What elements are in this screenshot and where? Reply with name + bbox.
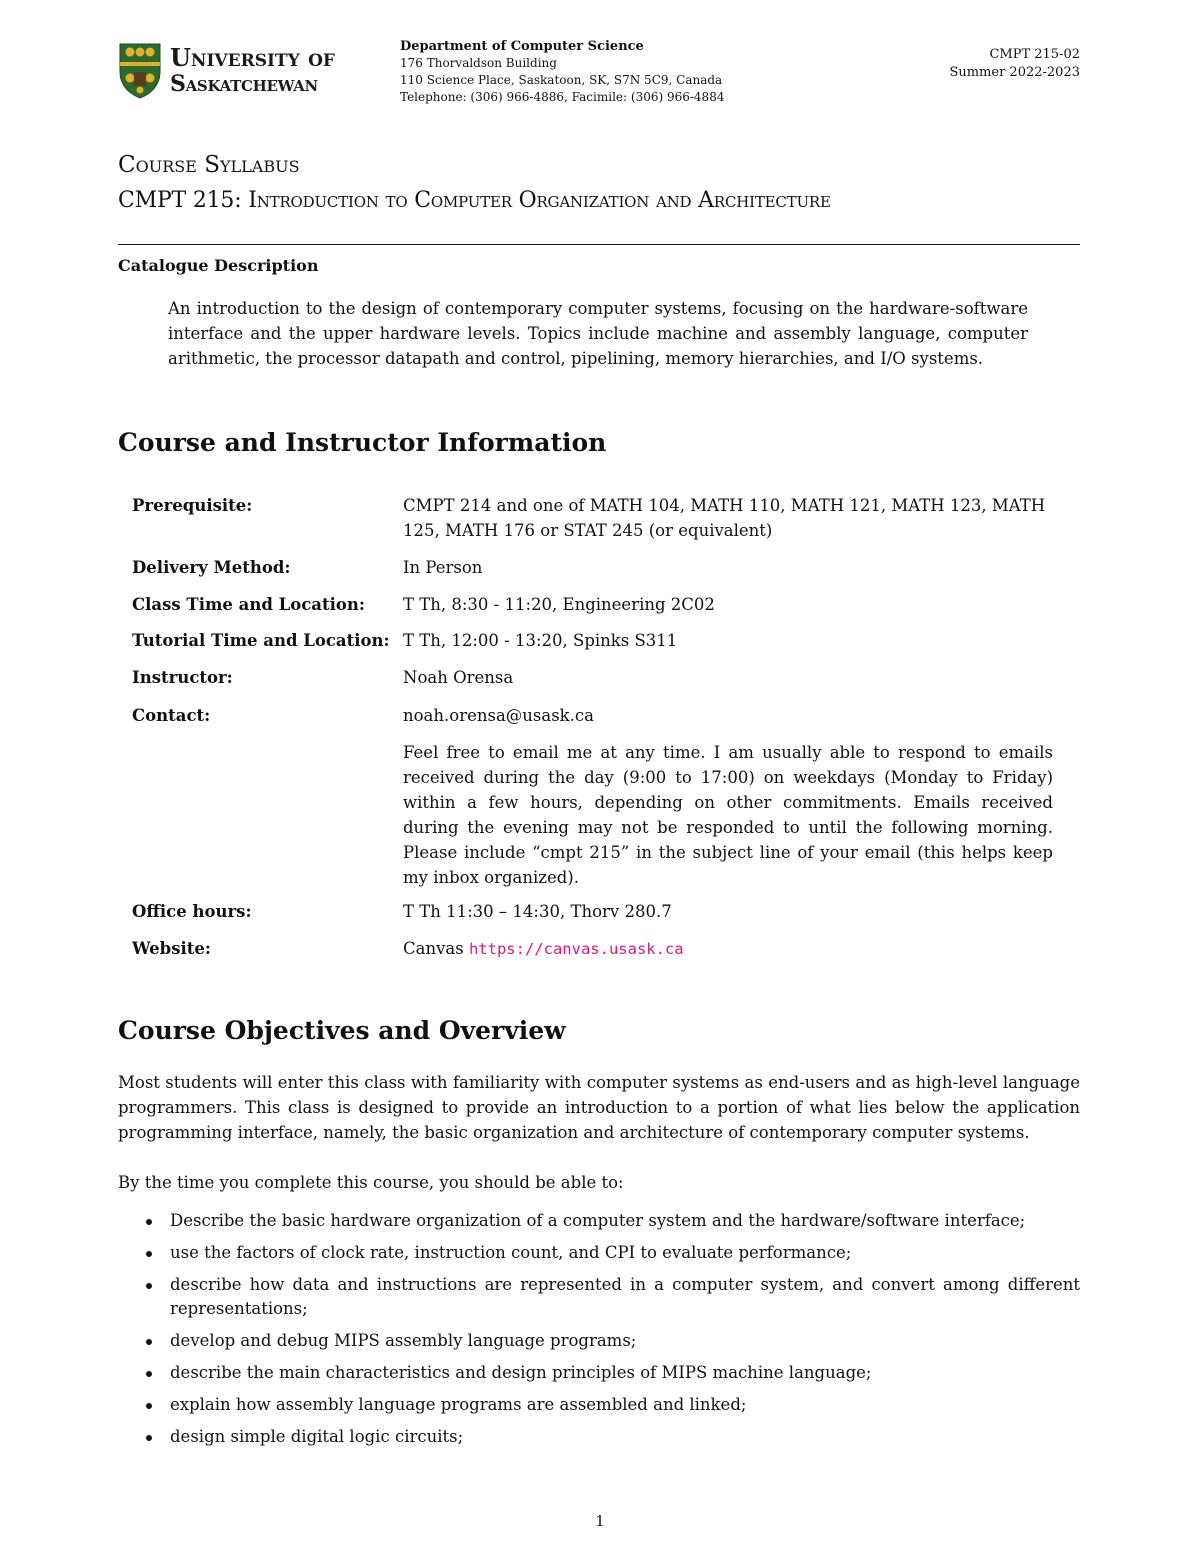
list-item-text: Describe the basic hardware organization of a computer system and the hardware/software interface; xyxy=(170,1211,1026,1230)
info-label: Instructor: xyxy=(132,668,233,687)
list-item-text: develop and debug MIPS assembly language programs; xyxy=(170,1331,637,1350)
contact-email-link[interactable]: noah.orensa@usask.ca xyxy=(403,706,595,725)
syllabus-title: Course Syllabus xyxy=(118,152,300,178)
list-item xyxy=(146,1393,1080,1417)
bullet-icon xyxy=(146,1371,152,1377)
list-item xyxy=(146,1209,1080,1233)
objectives-list xyxy=(146,1209,1080,1457)
objectives-heading: Course Objectives and Overview xyxy=(118,1016,566,1045)
list-item xyxy=(146,1425,1080,1449)
university-wordmark xyxy=(170,44,335,98)
list-item-text: explain how assembly language programs are assembled and linked; xyxy=(170,1395,747,1414)
catalogue-heading: Catalogue Description xyxy=(118,256,319,275)
info-label: Class Time and Location: xyxy=(132,595,365,614)
info-value xyxy=(403,936,1053,962)
info-label: Tutorial Time and Location: xyxy=(132,631,390,650)
list-item-text: describe the main characteristics and design principles of MIPS machine language; xyxy=(170,1363,872,1382)
list-item-text: describe how data and instructions are represented in a computer system, and convert among different representations; xyxy=(170,1275,1080,1318)
info-label: Delivery Method: xyxy=(132,558,291,577)
contact-note: Feel free to email me at any time. I am usually able to respond to emails received during the day (9:00 to 17:00) on weekdays (Monday to Friday) within a few hours, depending on other commitments. Emails received during the evening may not be responded to until the following morning. Please include “cmpt 215” in the subject line of your email (this helps keep my inbox organized). xyxy=(403,743,1053,887)
list-item xyxy=(146,1361,1080,1385)
university-shield-icon xyxy=(118,42,162,100)
term: Summer 2022-2023 xyxy=(949,65,1080,80)
course-section: CMPT 215-02 xyxy=(989,47,1080,62)
department-address-block xyxy=(400,38,724,106)
info-label: Website: xyxy=(132,939,211,958)
bullet-icon xyxy=(146,1339,152,1345)
university-wordmark-line1: University of xyxy=(170,43,335,72)
info-label: Contact: xyxy=(132,706,211,725)
bullet-icon xyxy=(146,1219,152,1225)
list-item xyxy=(146,1273,1080,1321)
address-line-2: 110 Science Place, Saskatoon, SK, S7N 5C9, Canada xyxy=(400,73,723,87)
course-title: CMPT 215: Introduction to Computer Organization and Architecture xyxy=(118,188,831,213)
website-name: Canvas xyxy=(403,939,464,958)
info-value: T Th, 8:30 - 11:20, Engineering 2C02 xyxy=(403,595,715,614)
catalogue-description: An introduction to the design of contemporary computer systems, focusing on the hardware-software interface and the upper hardware levels. Topics include machine and assembly language, computer arithmetic, the processor datapath and control, pipelining, memory hierarchies, and I/O systems. xyxy=(168,299,1028,368)
info-value: T Th, 12:00 - 13:20, Spinks S311 xyxy=(403,631,678,650)
website-link[interactable]: https://canvas.usask.ca xyxy=(468,940,684,958)
university-logo xyxy=(118,42,368,104)
bullet-icon xyxy=(146,1403,152,1409)
info-label: Office hours: xyxy=(132,902,252,921)
objectives-lead: By the time you complete this course, you should be able to: xyxy=(118,1173,624,1192)
list-item-text: design simple digital logic circuits; xyxy=(170,1427,464,1446)
list-item xyxy=(146,1241,1080,1265)
department-name: Department of Computer Science xyxy=(400,39,644,54)
list-item xyxy=(146,1329,1080,1353)
objectives-intro: Most students will enter this class with familiarity with computer systems as end-users and as high-level language programmers. This class is designed to provide an introduction to a portion of what lies below the application programming interface, namely, the basic organization and architecture of contemporary computer systems. xyxy=(118,1073,1080,1142)
address-line-1: 176 Thorvaldson Building xyxy=(400,56,557,70)
bullet-icon xyxy=(146,1283,152,1289)
bullet-icon xyxy=(146,1435,152,1441)
page-number: 1 xyxy=(595,1512,605,1530)
phone-line: Telephone: (306) 966-4886, Facimile: (306) 966-4884 xyxy=(400,90,725,104)
info-value: Noah Orensa xyxy=(403,668,514,687)
university-wordmark-line2: Saskatchewan xyxy=(170,71,318,97)
info-label: Prerequisite: xyxy=(132,496,253,515)
title-divider xyxy=(118,244,1080,245)
course-section-block xyxy=(949,46,1080,82)
info-value: In Person xyxy=(403,558,483,577)
course-info-heading: Course and Instructor Information xyxy=(118,428,607,457)
info-value: CMPT 214 and one of MATH 104, MATH 110, MATH 121, MATH 123, MATH 125, MATH 176 or STAT 245 (or equivalent) xyxy=(403,496,1046,540)
info-value: T Th 11:30 – 14:30, Thorv 280.7 xyxy=(403,902,672,921)
list-item-text: use the factors of clock rate, instruction count, and CPI to evaluate performance; xyxy=(170,1243,852,1262)
bullet-icon xyxy=(146,1251,152,1257)
